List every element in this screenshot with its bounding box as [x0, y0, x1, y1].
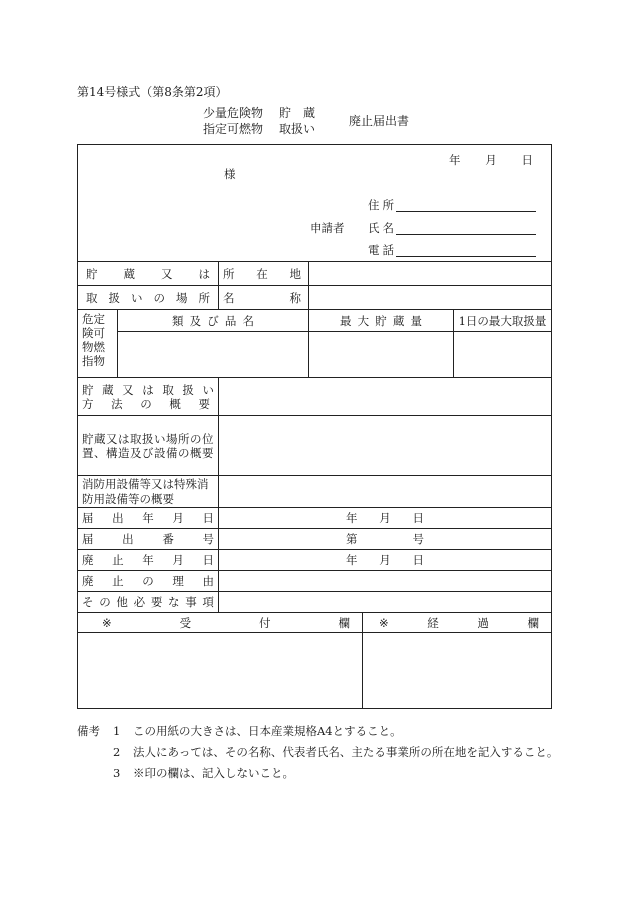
- abolition-date-value[interactable]: 年 月 日: [219, 550, 552, 571]
- class-and-item-value[interactable]: [118, 332, 309, 378]
- max-storage-header: 最 大 貯 蔵 量: [309, 310, 454, 332]
- remark-2: 法人にあっては、その名称、代表者氏名、主たる事業所の所在地を記入すること。: [133, 745, 559, 759]
- storage-handling-place-label-2: 取 扱 い の 場 所: [78, 286, 219, 310]
- name-line[interactable]: [396, 221, 536, 235]
- other-matters-label: そ の 他 必 要 な 事 項: [78, 592, 219, 613]
- daily-max-handling-header: 1日の最大取扱量: [454, 310, 552, 332]
- class-and-item-header: 類 及 び 品 名: [118, 310, 309, 332]
- location-name-label: 名 称: [219, 286, 309, 310]
- reception-column-box: [78, 633, 363, 709]
- name-field[interactable]: 氏 名: [368, 221, 536, 235]
- remarks-prefix: 備考: [77, 724, 100, 738]
- form-number: 第14号様式（第8条第2項）: [77, 85, 228, 99]
- date-year: 年: [449, 153, 461, 167]
- fire-equipment-label: 消防用設備等又は特殊消防用設備等の概要: [78, 476, 219, 508]
- phone-field[interactable]: 電 話: [368, 243, 536, 257]
- abolition-notification-form: [77, 144, 552, 709]
- remark-1: この用紙の大きさは、日本産業規格A4とすること。: [133, 724, 402, 738]
- submission-date: [449, 153, 533, 167]
- date-day: 日: [521, 153, 533, 167]
- title-designated-combustible: 指定可燃物: [203, 122, 264, 136]
- progress-column-box: [363, 633, 552, 709]
- location-address-value[interactable]: [309, 262, 552, 286]
- method-summary-value[interactable]: [219, 378, 552, 416]
- reception-column-header: ※ 受 付 欄: [78, 613, 363, 633]
- method-summary-label: 貯 蔵 又 は 取 扱 い 方 法 の 概 要: [78, 378, 219, 416]
- max-storage-value[interactable]: [309, 332, 454, 378]
- location-address-label: 所 在 地: [219, 262, 309, 286]
- title-handling: 取扱い: [279, 122, 316, 136]
- storage-handling-place-label: 貯 蔵 又 は: [78, 262, 219, 286]
- notification-date-label: 届 出 年 月 日: [78, 508, 219, 529]
- addressee-suffix: 様: [224, 167, 236, 181]
- structure-summary-label: 貯蔵又は取扱い場所の位置、構造及び設備の概要: [78, 416, 219, 476]
- address-field[interactable]: 住 所: [368, 198, 536, 212]
- notification-number-value[interactable]: 第 号: [219, 529, 552, 550]
- remark-3: ※印の欄は、記入しないこと。: [133, 766, 294, 780]
- remarks: 備考 1 この用紙の大きさは、日本産業規格A4とすること。 2 法人にあっては、その名称、代表者氏名、主たる事業所の所在地を記入すること。 3 ※印の欄は、記入しないこと。: [77, 721, 558, 784]
- daily-max-handling-value[interactable]: [454, 332, 552, 378]
- structure-summary-value[interactable]: [219, 416, 552, 476]
- progress-column-header: ※ 経 過 欄: [363, 613, 552, 633]
- title-storage: 貯 蔵: [279, 106, 316, 120]
- abolition-reason-value[interactable]: [219, 571, 552, 592]
- abolition-reason-label: 廃 止 の 理 由: [78, 571, 219, 592]
- fire-equipment-value[interactable]: [219, 476, 552, 508]
- address-line[interactable]: [396, 198, 536, 212]
- location-name-value[interactable]: [309, 286, 552, 310]
- applicant-label: 申請者: [310, 221, 345, 235]
- notification-number-label: 届 出 番 号: [78, 529, 219, 550]
- title-hazmat-small: 少量危険物: [203, 106, 264, 120]
- abolition-date-label: 廃 止 年 月 日: [78, 550, 219, 571]
- document-title: [203, 105, 410, 137]
- date-month: 月: [485, 153, 497, 167]
- notification-date-value[interactable]: 年 月 日: [219, 508, 552, 529]
- phone-line[interactable]: [396, 243, 536, 257]
- hazmat-designated-combustible-label: 危定 険可 物燃 指物: [78, 310, 118, 378]
- applicant-header: [78, 145, 552, 262]
- title-suffix: 廃止届出書: [349, 114, 410, 128]
- other-matters-value[interactable]: [219, 592, 552, 613]
